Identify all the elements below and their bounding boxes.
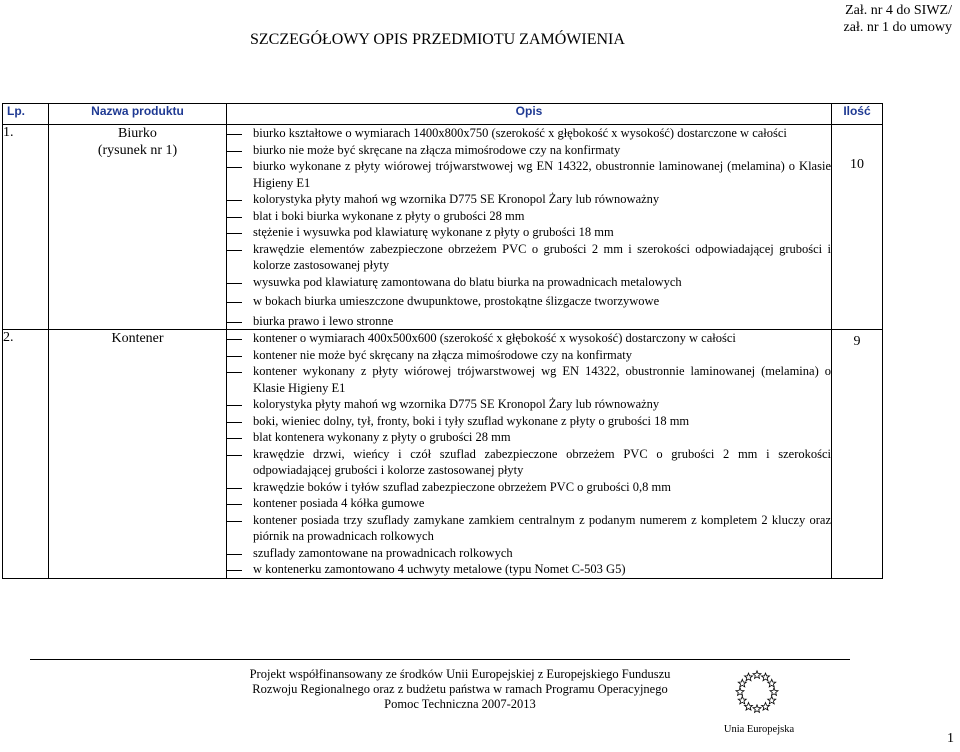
list-item: kontener nie może być skręcany na złącza mimośrodowe czy na konfirmaty xyxy=(227,347,831,364)
column-header-product-name: Nazwa produktu xyxy=(49,104,227,125)
list-item: w bokach biurka umieszczone dwupunktowe, prostokątne ślizgacze tworzywowe xyxy=(227,293,831,310)
quantity-cell: 10 xyxy=(832,125,883,330)
list-item: kontener posiada trzy szuflady zamykane zamkiem centralnym z podanym numerem z kompletem 2 kluczy oraz piórnik na prowadnicach rolkowych xyxy=(227,512,831,545)
list-item: kontener o wymiarach 400x500x600 (szerokość x głębokość x wysokość) dostarczony w całości xyxy=(227,330,831,347)
eu-star-icon xyxy=(762,673,770,681)
product-note: (rysunek nr 1) xyxy=(97,143,178,158)
annex-reference xyxy=(844,2,952,36)
eu-star-icon xyxy=(736,688,744,696)
page-number: 1 xyxy=(947,731,954,746)
table-row xyxy=(3,330,883,579)
row-number: 2. xyxy=(3,330,49,579)
page-title: SZCZEGÓŁOWY OPIS PRZEDMIOTU ZAMÓWIENIA xyxy=(250,31,625,48)
eu-stars-svg xyxy=(722,668,792,716)
footer-line-1: Projekt współfinansowany ze środków Unii Europejskiej z Europejskiego Funduszu xyxy=(249,667,671,681)
footer-line-2: Rozwoju Regionalnego oraz z budżetu państwa w ramach Programu Operacyjnego xyxy=(252,682,668,696)
table-header-row xyxy=(3,104,883,125)
product-name-cell xyxy=(49,125,227,330)
list-item: kontener posiada 4 kółka gumowe xyxy=(227,495,831,512)
description-cell xyxy=(227,125,832,330)
eu-star-icon xyxy=(738,679,746,687)
eu-star-icon xyxy=(762,703,770,711)
annex-line-1: Zał. nr 4 do SIWZ/ xyxy=(845,3,952,18)
list-item: krawędzie drzwi, wieńcy i czół szuflad zabezpieczone obrzeżem PVC o grubości 2 mm i szerokości odpowiadającej grubości i kolorze zastosowanej płyty xyxy=(227,446,831,479)
list-item: szuflady zamontowane na prowadnicach rolkowych xyxy=(227,545,831,562)
list-item: biurko kształtowe o wymiarach 1400x800x750 (szerokość x głębokość x wysokość) dostarczone w całości xyxy=(227,125,831,142)
eu-star-icon xyxy=(738,696,746,704)
eu-star-icon xyxy=(768,696,776,704)
column-header-description: Opis xyxy=(227,104,832,125)
eu-star-icon xyxy=(753,705,761,713)
list-item: kontener wykonany z płyty wiórowej trójwarstwowej wg EN 14322, obustronnie laminowanej (melamina) o Klasie Higieny E1 xyxy=(227,363,831,396)
column-header-lp: Lp. xyxy=(3,104,49,125)
footer-line-3: Pomoc Techniczna 2007-2013 xyxy=(384,697,536,711)
eu-star-icon xyxy=(768,679,776,687)
product-name-cell xyxy=(49,330,227,579)
list-item: krawędzie elementów zabezpieczone obrzeżem PVC o grubości 2 mm i szerokości odpowiadającej grubości i kolorze zastosowanej płyty xyxy=(227,241,831,274)
eu-star-icon xyxy=(753,671,761,679)
list-item: stężenie i wysuwka pod klawiaturę wykonane z płyty o grubości 18 mm xyxy=(227,224,831,241)
list-item: kolorystyka płyty mahoń wg wzornika D775 SE Kronopol Żary lub równoważny xyxy=(227,191,831,208)
table-row xyxy=(3,125,883,330)
eu-flag-stars-icon xyxy=(722,668,792,716)
column-header-quantity: Ilość xyxy=(832,104,883,125)
list-item: biurko nie może być skręcane na złącza mimośrodowe czy na konfirmaty xyxy=(227,142,831,159)
product-name: Kontener xyxy=(111,331,164,346)
list-item: biurka prawo i lewo stronne xyxy=(227,313,831,330)
list-item: blat i boki biurka wykonane z płyty o grubości 28 mm xyxy=(227,208,831,225)
list-item: biurko wykonane z płyty wiórowej trójwarstwowej wg EN 14322, obustronnie laminowanej (melamina) o Klasie Higieny E1 xyxy=(227,158,831,191)
footer-funding-note xyxy=(240,667,680,712)
specification-table xyxy=(2,103,883,579)
list-item: blat kontenera wykonany z płyty o grubości 28 mm xyxy=(227,429,831,446)
eu-star-icon xyxy=(745,703,753,711)
eu-star-icon xyxy=(770,688,778,696)
list-item: w kontenerku zamontowano 4 uchwyty metalowe (typu Nomet C-503 G5) xyxy=(227,561,831,578)
annex-line-2: zał. nr 1 do umowy xyxy=(843,20,952,35)
list-item: wysuwka pod klawiaturę zamontowana do blatu biurka na prowadnicach metalowych xyxy=(227,274,831,291)
quantity-cell: 9 xyxy=(832,330,883,579)
list-item: kolorystyka płyty mahoń wg wzornika D775 SE Kronopol Żary lub równoważny xyxy=(227,396,831,413)
footer-divider xyxy=(30,659,850,660)
row-number: 1. xyxy=(3,125,49,330)
eu-star-icon xyxy=(745,673,753,681)
description-cell xyxy=(227,330,832,579)
list-item: boki, wieniec dolny, tył, fronty, boki i tyły szuflad wykonane z płyty o grubości 18 mm xyxy=(227,413,831,430)
eu-label: Unia Europejska xyxy=(723,724,795,735)
list-item: krawędzie boków i tyłów szuflad zabezpieczone obrzeżem PVC o grubości 0,8 mm xyxy=(227,479,831,496)
product-name: Biurko xyxy=(118,126,157,141)
